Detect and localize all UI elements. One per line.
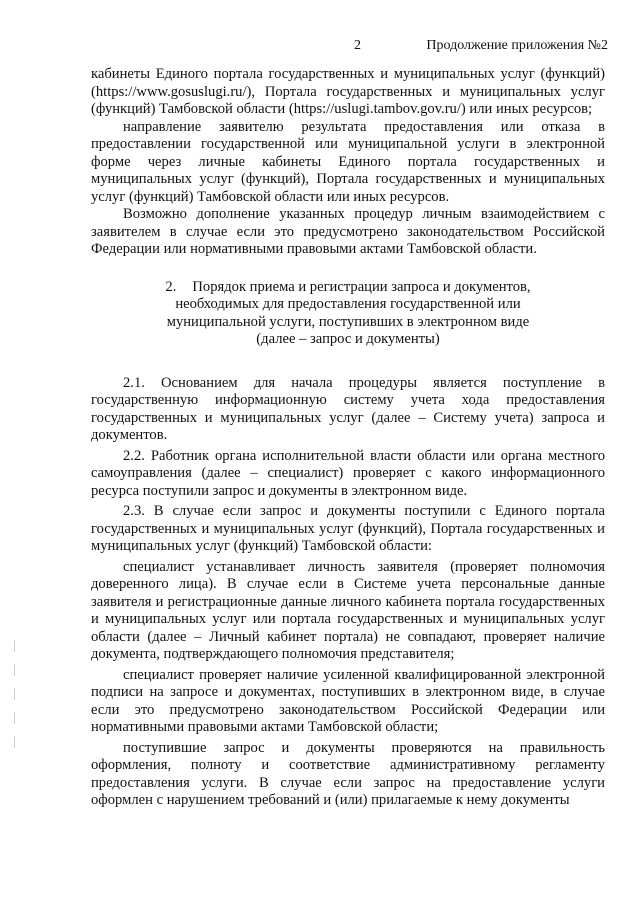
- paragraph: специалист проверяет наличие усиленной квалифицированной электронной подписи на запросе и документах, поступивших в электронном виде, в случае если это предусмотрено законодательством Российской Федерации или нормативными правовыми актами Тамбовской области;: [91, 666, 605, 735]
- section-heading: [91, 279, 605, 349]
- paragraph: Возможно дополнение указанных процедур личным взаимодействием с заявителем в случае если это предусмотрено законодательством Российской Федерации или нормативными правовыми актами Тамбовской области.: [91, 206, 605, 257]
- section-number: 2.: [165, 278, 177, 295]
- section-title-line: муниципальной услуги, поступивших в электронном виде: [166, 313, 530, 330]
- paragraph: поступившие запрос и документы проверяются на правильность оформления, полноту и соответствие административному регламенту предоставления услуги. В случае если запрос на предоставление услуги оформлен с нарушением требований и (или) прилагаемые к нему документы: [91, 739, 605, 808]
- paragraph: кабинеты Единого портала государственных и муниципальных услуг (функций) (https://www.gosuslugi.ru/), Портала государственных и муниципальных услуг (функций) Тамбовской области (https://uslugi.tambov.gov.ru/) или иных ресурсов;: [91, 66, 605, 117]
- paragraph: 2.1. Основанием для начала процедуры является поступление в государственную информационную систему учета хода предоставления государственных и муниципальных услуг (далее – Систему учета) запроса и документов.: [91, 374, 605, 443]
- section-title-line: (далее – запрос и документы): [256, 331, 440, 347]
- paragraph: направление заявителю результата предоставления или отказа в предоставлении государственной или муниципальной услуги в электронной форме через личные кабинеты Единого портала государственных и муниципальных услуг (функций), Портала государственных и муниципальных услуг (функций) Тамбовской области или иных ресурсов.: [91, 118, 605, 205]
- page-number: 2: [354, 38, 361, 53]
- page-header: [0, 38, 640, 58]
- scan-margin-marks: [14, 640, 16, 790]
- document-body: [91, 66, 605, 810]
- paragraph: 2.3. В случае если запрос и документы поступили с Единого портала государственных и муниципальных услуг (функций), Портала государственных и муниципальных услуг (функций) Тамбовской области:: [91, 503, 605, 554]
- continuation-label: Продолжение приложения №2: [426, 38, 608, 53]
- section-title-line: необходимых для предоставления государственной или: [175, 296, 521, 312]
- paragraph: специалист устанавливает личность заявителя (проверяет полномочия доверенного лица). В случае если в Системе учета персональные данные заявителя и регистрационные данные личного кабинета портала государственных и муниципальных услуг или портала государственных и муниципальных услуг области (далее – Личный кабинет портала) не совпадают, проверяет наличие документа, подтверждающего полномочия представителя;: [91, 558, 605, 662]
- paragraph: 2.2. Работник органа исполнительной власти области или органа местного самоуправления (далее – специалист) проверяет с какого информационного ресурса поступили запрос и документы в электронном виде.: [91, 447, 605, 499]
- section-title-line: 2. Порядок приема и регистрации запроса и документов,: [165, 278, 531, 295]
